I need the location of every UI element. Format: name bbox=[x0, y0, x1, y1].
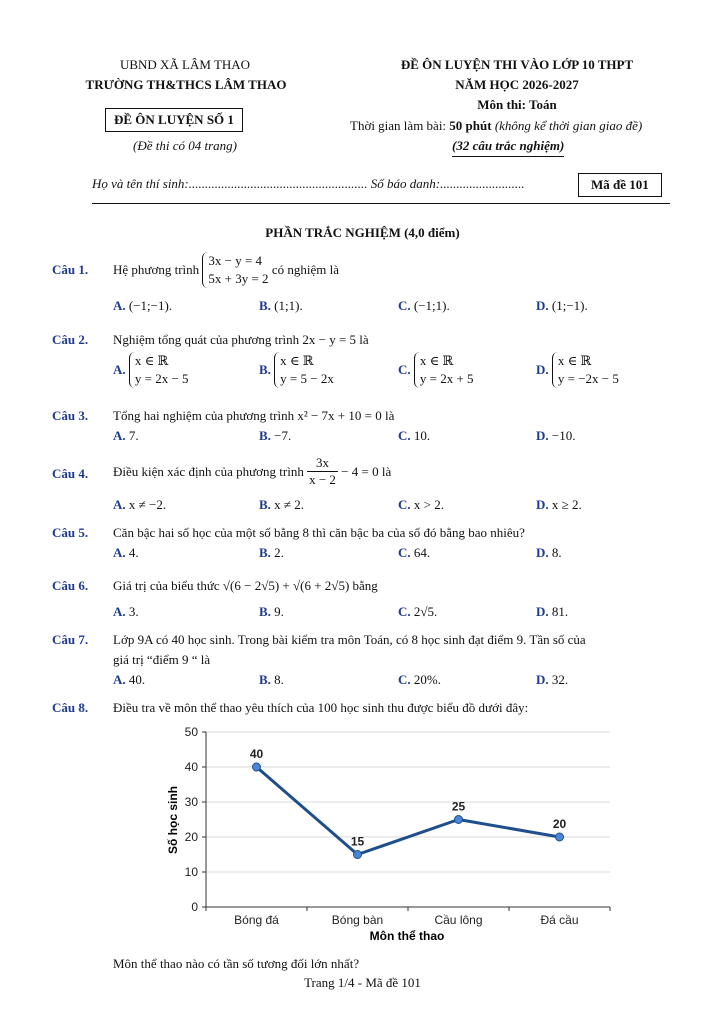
header-divider bbox=[92, 203, 670, 204]
chart-data-label: 25 bbox=[451, 799, 466, 814]
chart-gridlines bbox=[206, 732, 610, 872]
question-6-number: Câu 6. bbox=[52, 578, 89, 593]
exam-code-box: Mã đề 101 bbox=[578, 173, 662, 197]
exam-number-box: ĐỀ ÔN LUYỆN SỐ 1 bbox=[105, 108, 243, 132]
section-title: PHẦN TRẮC NGHIỆM (4,0 điểm) bbox=[265, 225, 460, 240]
question-2-option-b[interactable]: B. x ∈ ℝ y = 5 − 2x bbox=[259, 353, 334, 386]
question-8-text: Điều tra về môn thể thao yêu thích của 100 học sinh thu được biểu đồ dưới đây: bbox=[113, 700, 529, 715]
chart-data-label: 20 bbox=[552, 817, 567, 831]
pages-note: (Đề thi có 04 trang) bbox=[133, 138, 237, 153]
chart-y-tick-label: 20 bbox=[184, 830, 198, 844]
question-2-option-a[interactable]: A. x ∈ ℝ y = 2x − 5 bbox=[113, 353, 189, 386]
question-3-option-c[interactable]: C. 10. bbox=[398, 428, 431, 443]
question-2-option-d[interactable]: D. x ∈ ℝ y = −2x − 5 bbox=[536, 353, 619, 386]
chart-data-point bbox=[253, 763, 261, 771]
chart-data-point bbox=[556, 833, 564, 841]
chart-x-tick-label: Bóng đá bbox=[234, 913, 279, 927]
question-5-text: Căn bậc hai số học của một số bằng 8 thì căn bậc ba của số đó bằng bao nhiêu? bbox=[113, 525, 525, 540]
chart-x-tick-label: Bóng bàn bbox=[331, 913, 384, 927]
question-2-text: Nghiệm tổng quát của phương trình 2x − y = 5 là bbox=[113, 332, 369, 347]
question-6-text: Giá trị của biểu thức √(6 − 2√5) + √(6 + 2√5) bằng bbox=[113, 578, 378, 593]
question-2-option-c[interactable]: C. x ∈ ℝ y = 2x + 5 bbox=[398, 353, 474, 386]
question-7-option-a[interactable]: A. 40. bbox=[113, 672, 146, 687]
time-label: Thời gian làm bài: bbox=[350, 118, 450, 133]
question-7-option-c[interactable]: C. 20%. bbox=[398, 672, 441, 687]
chart-y-tick-label: 30 bbox=[184, 795, 198, 809]
question-5-option-a[interactable]: A. 4. bbox=[113, 545, 139, 560]
question-4-fraction: $\frac{3x}{x - 2}$ bbox=[309, 455, 336, 487]
question-count: (32 câu trắc nghiệm) bbox=[452, 138, 564, 157]
chart-y-tick-label: 10 bbox=[184, 865, 198, 879]
question-7-text: Lớp 9A có 40 học sinh. Trong bài kiểm tra môn Toán, có 8 học sinh đạt điểm 9. Tần số của bbox=[113, 632, 586, 647]
question-4-text: Điều kiện xác định của phương trình $\frac{3x}{x - 2}$ − 4 = 0 là bbox=[113, 455, 392, 487]
question-1-option-c[interactable]: C. (−1;1). bbox=[398, 298, 450, 313]
question-1-text: Hệ phương trình 3x − y = 4 5x + 3y = 2 có nghiệm là bbox=[113, 253, 339, 286]
chart-data-point bbox=[354, 851, 362, 859]
chart-x-axis-label: Môn thể thao bbox=[369, 929, 445, 943]
question-6-option-b[interactable]: B. 9. bbox=[259, 604, 284, 619]
chart-series bbox=[250, 747, 567, 859]
question-5-option-c[interactable]: C. 64. bbox=[398, 545, 431, 560]
question-3-text: Tổng hai nghiệm của phương trình x² − 7x + 10 = 0 là bbox=[113, 408, 395, 423]
time-note: (không kể thời gian giao đề) bbox=[491, 118, 643, 133]
question-5-option-b[interactable]: B. 2. bbox=[259, 545, 284, 560]
chart-series-line bbox=[257, 767, 560, 855]
page-footer: Trang 1/4 - Mã đề 101 bbox=[304, 975, 421, 990]
chart-data-label: 15 bbox=[350, 834, 365, 849]
chart-data-label: 40 bbox=[249, 747, 264, 761]
question-1-number: Câu 1. bbox=[52, 262, 89, 277]
question-4-option-b[interactable]: B. x ≠ 2. bbox=[259, 497, 305, 512]
question-4-option-c[interactable]: C. x > 2. bbox=[398, 497, 444, 512]
chart-x-axis bbox=[206, 907, 610, 927]
time-line bbox=[350, 118, 642, 134]
question-1-option-b[interactable]: B. (1;1). bbox=[259, 298, 303, 313]
question-8-followup: Môn thể thao nào có tần số tương đối lớn nhất? bbox=[113, 956, 360, 971]
question-3-option-d[interactable]: D. −10. bbox=[536, 428, 576, 443]
chart-data-point bbox=[455, 816, 463, 824]
sports-line-chart bbox=[150, 720, 620, 950]
question-6-option-d[interactable]: D. 81. bbox=[536, 604, 569, 619]
question-4-option-a[interactable]: A. x ≠ −2. bbox=[113, 497, 167, 512]
student-info-line: Họ và tên thí sinh:....................................................... Số báo danh:.......................... bbox=[92, 176, 525, 191]
question-5-number: Câu 5. bbox=[52, 525, 89, 540]
question-1-option-a[interactable]: A. (−1;−1). bbox=[113, 298, 173, 313]
question-3-option-b[interactable]: B. −7. bbox=[259, 428, 292, 443]
chart-y-tick-label: 0 bbox=[191, 900, 198, 914]
question-7-option-b[interactable]: B. 8. bbox=[259, 672, 284, 687]
chart-y-axis bbox=[185, 725, 206, 914]
school-district: UBND XÃ LÂM THAO bbox=[119, 57, 251, 72]
subject: Môn thi: Toán bbox=[477, 97, 557, 112]
question-5-option-d[interactable]: D. 8. bbox=[536, 545, 562, 560]
question-4-option-d[interactable]: D. x ≥ 2. bbox=[536, 497, 582, 512]
question-7-number: Câu 7. bbox=[52, 632, 89, 647]
school-year: NĂM HỌC 2026-2027 bbox=[455, 77, 579, 92]
question-2-number: Câu 2. bbox=[52, 332, 89, 347]
question-3-option-a[interactable]: A. 7. bbox=[113, 428, 139, 443]
time-value: 50 phút bbox=[449, 118, 492, 133]
chart-y-tick-label: 50 bbox=[184, 725, 198, 739]
question-7-text-cont: giá trị “điểm 9 “ là bbox=[113, 652, 211, 667]
chart-x-tick-label: Cầu lông bbox=[434, 913, 483, 927]
chart-y-axis-label: Số học sinh bbox=[166, 785, 180, 855]
question-7-option-d[interactable]: D. 32. bbox=[536, 672, 569, 687]
exam-title: ĐỀ ÔN LUYỆN THI VÀO LỚP 10 THPT bbox=[400, 57, 634, 72]
chart-y-tick-label: 40 bbox=[184, 760, 198, 774]
question-8-number: Câu 8. bbox=[52, 700, 89, 715]
question-6-option-c[interactable]: C. 2√5. bbox=[398, 604, 438, 619]
question-4-number: Câu 4. bbox=[52, 466, 89, 481]
question-1-system: 3x − y = 4 5x + 3y = 2 bbox=[202, 252, 268, 288]
school-name: TRƯỜNG TH&THCS LÂM THAO bbox=[85, 77, 287, 92]
question-3-number: Câu 3. bbox=[52, 408, 89, 423]
question-1-option-d[interactable]: D. (1;−1). bbox=[536, 298, 588, 313]
question-6-option-a[interactable]: A. 3. bbox=[113, 604, 139, 619]
chart-x-tick-label: Đá cầu bbox=[540, 913, 579, 927]
